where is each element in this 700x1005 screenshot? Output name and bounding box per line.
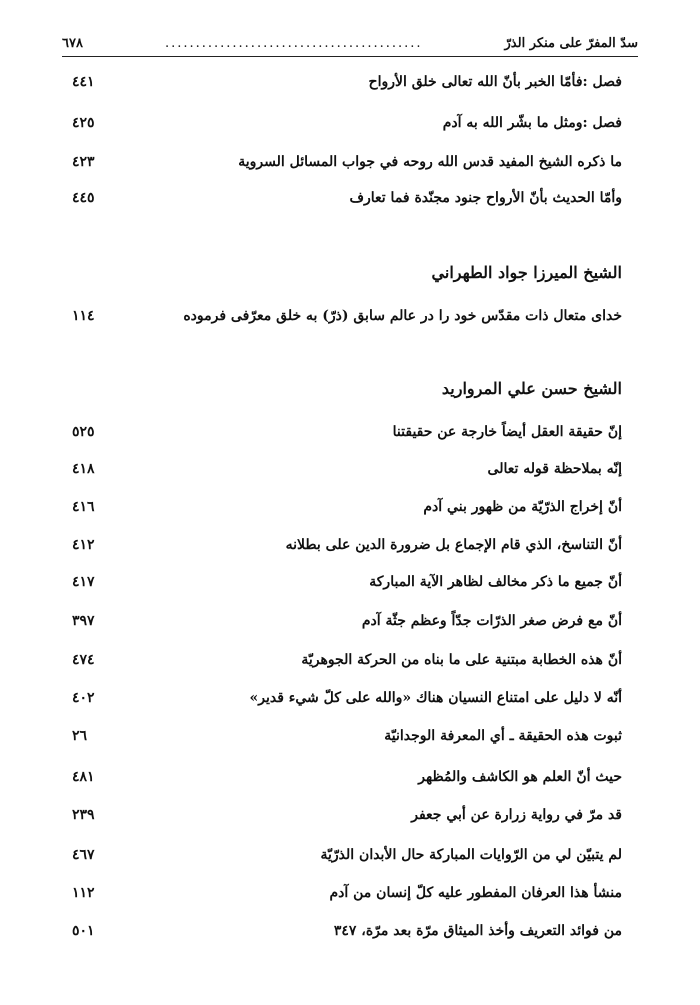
entry-text: أنّ التناسخ، الذي قام الإجماع بل ضرورة الدين على بطلانه (285, 537, 622, 553)
index-entry (72, 70, 622, 94)
index-entry (72, 420, 622, 444)
entry-page: ٤٨١ (72, 769, 95, 785)
entry-page: ٤١٨ (72, 461, 95, 477)
entry-page: ٤١٧ (72, 574, 95, 590)
entry-text: أنّ هذه الخطابة مبتنية على ما بناه من الحركة الجوهريّة (301, 652, 622, 668)
index-entry (72, 609, 622, 633)
entry-page: ٤٧٤ (72, 652, 95, 668)
index-entry (72, 457, 622, 481)
index-entry (72, 186, 622, 210)
section-heading-tehrani: الشيخ الميرزا جواد الطهراني (431, 262, 622, 282)
entry-page: ٥٢٥ (72, 424, 95, 440)
entry-text: حيث أنّ العلم هو الكاشف والمُظهر (418, 769, 622, 785)
entry-text: خداى متعال ذات مقدّس خود را در عالم سابق (ذرّ) به خلق معرّفى فرموده (183, 308, 622, 324)
entry-page: ٤٦٧ (72, 847, 95, 863)
entry-page: ٤٤٥ (72, 190, 95, 206)
entry-page: ٢٣٩ (72, 807, 95, 823)
entry-text: إنّ حقيقة العقل أيضاً خارجة عن حقيقتنا (392, 424, 622, 440)
index-entry (72, 843, 622, 867)
entry-text: أنّه لا دليل على امتناع النسيان هناك «والله على كلّ شيء قدير» (249, 690, 622, 706)
index-entry (72, 765, 622, 789)
entry-text: ثبوت هذه الحقيقة ـ أي المعرفة الوجدانيّة (384, 728, 622, 744)
index-entry (72, 304, 622, 328)
entry-page: ٤١٢ (72, 537, 95, 553)
entry-page: ٤١٦ (72, 499, 95, 515)
index-entry (72, 150, 622, 174)
entry-text: فصل :فأمّا الخبر بأنّ الله تعالى خلق الأرواح (368, 74, 622, 90)
entry-text: وأمّا الحديث بأنّ الأرواح جنود مجنّدة فما تعارف (349, 190, 622, 206)
entry-text: أنّ إخراج الذرّيّة من ظهور بني آدم (423, 499, 622, 515)
section-heading-morvarid: الشيخ حسن علي المرواريد (441, 378, 622, 398)
entry-page: ١١٢ (72, 885, 95, 901)
index-entry (72, 533, 622, 557)
index-entry (72, 111, 622, 135)
entry-text: إنّه بملاحظة قوله تعالى (487, 461, 622, 477)
index-entry (72, 570, 622, 594)
entry-page: ٤٢٥ (72, 115, 95, 131)
entry-text: ما ذكره الشيخ المفيد قدس الله روحه في جواب المسائل السروية (238, 154, 622, 170)
index-entry (72, 919, 622, 943)
index-entry (72, 881, 622, 905)
header-leader-dots: .......................................... (164, 35, 423, 51)
index-entry (72, 724, 622, 748)
entry-page: ٢٦ (72, 728, 88, 744)
entry-page: ٤٢٣ (72, 154, 95, 170)
entry-page: ٥٠١ (72, 923, 95, 939)
index-entry (72, 686, 622, 710)
entry-text: منشأ هذا العرفان المفطور عليه كلّ إنسان من آدم (329, 885, 622, 901)
entry-text: أنّ جميع ما ذكر مخالف لظاهر الآية المباركة (369, 574, 622, 590)
entry-text: أنّ مع فرض صغر الذرّات جدّاً وعظم جثّة آدم (361, 613, 622, 629)
header-title: سدّ المفرّ على منكر الذرّ (504, 35, 638, 51)
entry-page: ٤٠٢ (72, 690, 95, 706)
entry-page: ٤٤١ (72, 74, 95, 90)
header-page-number: ٦٧٨ (62, 35, 83, 51)
index-entry (72, 803, 622, 827)
entry-page: ٣٩٧ (72, 613, 95, 629)
entry-text: قد مرّ في رواية زرارة عن أبي جعفر (411, 807, 622, 823)
entry-text: لم يتبيّن لي من الرّوايات المباركة حال الأبدان الذرّيّة (320, 847, 622, 863)
running-header (62, 30, 638, 57)
entry-text: فصل :ومثل ما بشّر الله به آدم (442, 115, 622, 131)
entry-text: من فوائد التعريف وأخذ الميثاق مرّة بعد مرّة، ٣٤٧ (333, 923, 622, 939)
index-entry (72, 495, 622, 519)
entry-page: ١١٤ (72, 308, 95, 324)
index-entry (72, 648, 622, 672)
